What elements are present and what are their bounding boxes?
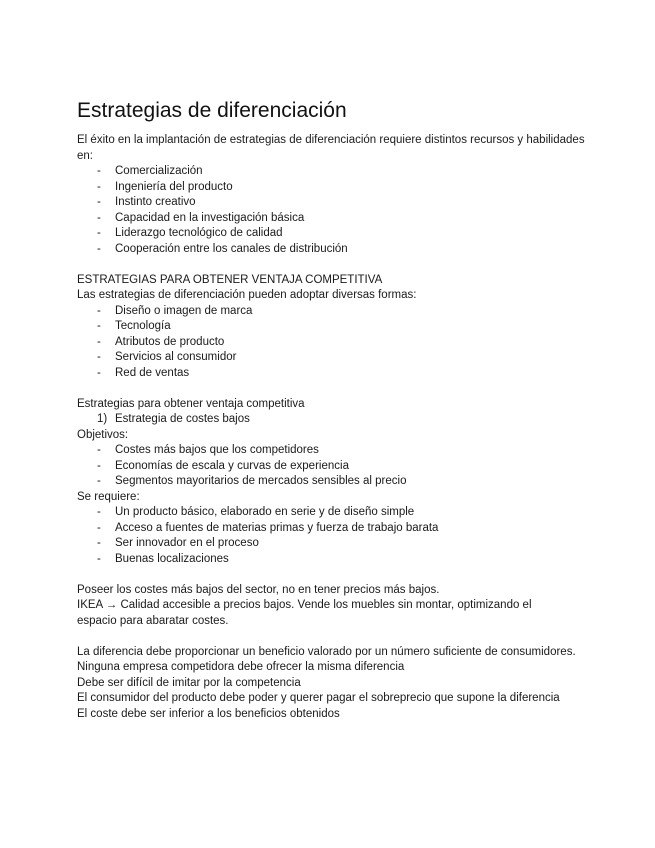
list-item: - Ser innovador en el proceso	[77, 536, 597, 552]
list-item: - Diseño o imagen de marca	[77, 304, 597, 320]
lowest-costs-paragraph: Poseer los costes más bajos del sector, no en tener precios más bajos.	[77, 583, 440, 596]
strategies-intro: Estrategias para obtener ventaja competitiva	[77, 397, 305, 410]
condition-paragraph: Debe ser difícil de imitar por la competencia	[77, 676, 301, 689]
list-item: - Buenas localizaciones	[77, 552, 597, 568]
list-item-text: Estrategia de costes bajos	[115, 413, 250, 425]
page-title: Estrategias de diferenciación	[77, 99, 347, 122]
requires-label: Se requiere:	[77, 490, 140, 503]
list-item: - Servicios al consumidor	[77, 350, 597, 366]
objectives-label: Objetivos:	[77, 428, 129, 441]
list-item: - Ingeniería del producto	[77, 180, 597, 196]
list-item: - Acceso a fuentes de materias primas y fuerza de trabajo barata	[77, 521, 597, 537]
list-item: - Un producto básico, elaborado en serie y de diseño simple	[77, 505, 597, 521]
list-item: - Economías de escala y curvas de experiencia	[77, 459, 597, 475]
intro-paragraph: El éxito en la implantación de estrategias de diferenciación requiere distintos recursos y habilidades en:	[77, 134, 585, 162]
list-item: - Segmentos mayoritarios de mercados sensibles al precio	[77, 474, 597, 490]
list-item: - Liderazgo tecnológico de calidad	[77, 226, 597, 242]
list-item: - Cooperación entre los canales de distribución	[77, 242, 597, 258]
requirements-list	[77, 505, 597, 567]
list-item: - Capacidad en la investigación básica	[77, 211, 597, 227]
ikea-line-2: espacio para abaratar costes.	[77, 614, 229, 627]
list-item: - Costes más bajos que los competidores	[77, 443, 597, 459]
list-item: - Atributos de producto	[77, 335, 597, 351]
section-heading: ESTRATEGIAS PARA OBTENER VENTAJA COMPETITIVA	[77, 273, 383, 286]
list-number: 1)	[97, 413, 108, 425]
condition-paragraph: El consumidor del producto debe poder y querer pagar el sobreprecio que supone la diferencia	[77, 692, 560, 704]
strategies-list	[77, 412, 597, 428]
list-item: - Instinto creativo	[77, 195, 597, 211]
objectives-list	[77, 443, 597, 490]
ikea-line-1: IKEA → Calidad accesible a precios bajos. Vende los muebles sin montar, optimizando el	[77, 599, 532, 611]
resources-list	[77, 164, 597, 257]
forms-intro: Las estrategias de diferenciación pueden adoptar diversas formas:	[77, 289, 417, 301]
condition-paragraph: Ninguna empresa competidora debe ofrecer la misma diferencia	[77, 661, 405, 673]
condition-paragraph: La diferencia debe proporcionar un beneficio valorado por un número suficiente de consumidores.	[77, 645, 576, 658]
list-item: - Tecnología	[77, 319, 597, 335]
condition-paragraph: El coste debe ser inferior a los beneficios obtenidos	[77, 707, 340, 720]
document-page	[77, 98, 597, 722]
forms-list	[77, 304, 597, 382]
list-item: - Comercialización	[77, 164, 597, 180]
list-item	[77, 412, 597, 428]
list-item: - Red de ventas	[77, 366, 597, 382]
